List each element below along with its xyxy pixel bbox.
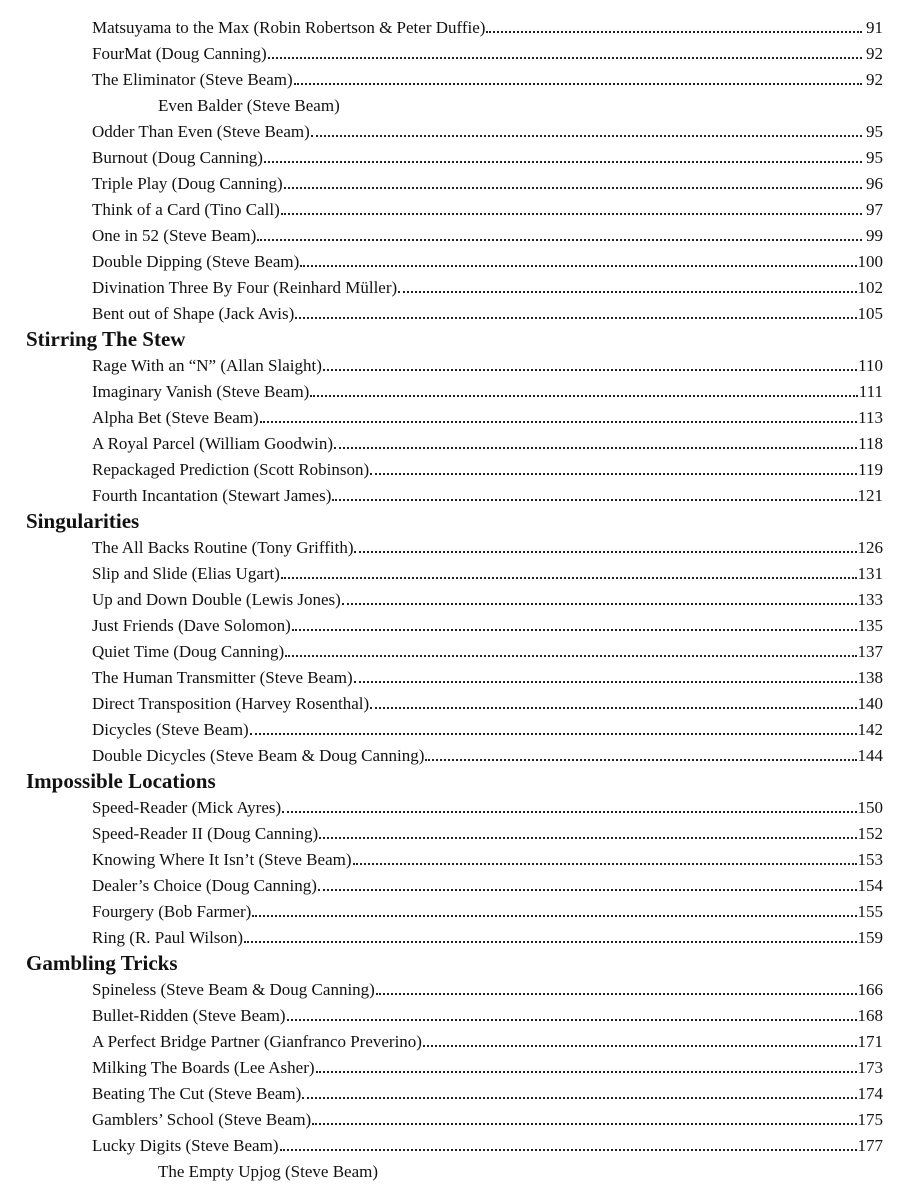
page-number: 100: [857, 252, 883, 271]
page-number: 92: [866, 70, 883, 89]
page-number: 119: [858, 460, 883, 479]
dot-leader: [310, 394, 857, 397]
page-number: 110: [858, 356, 883, 375]
dot-leader: [398, 290, 856, 293]
toc-entry: [0, 38, 903, 64]
page-number: 154: [857, 876, 883, 895]
dot-leader: [353, 862, 857, 865]
entry-title: Rage With an “N” (Allan Slaight): [92, 356, 322, 375]
dot-leader: [287, 1018, 857, 1021]
page-number: 95: [866, 122, 883, 141]
page-number: 150: [857, 798, 883, 817]
entry-title: Burnout (Doug Canning): [92, 148, 263, 167]
toc-entry: [0, 1026, 903, 1052]
entry-title: Matsuyama to the Max (Robin Robertson & Peter Duffie): [92, 18, 486, 37]
page-number: 91: [866, 18, 883, 37]
toc-entry: [0, 714, 903, 740]
entry-title: Quiet Time (Doug Canning): [92, 642, 285, 661]
dot-leader: [376, 992, 857, 995]
page-number: 142: [857, 720, 883, 739]
entry-title: Odder Than Even (Steve Beam): [92, 122, 310, 141]
toc-entry: [0, 64, 903, 90]
dot-leader: [370, 472, 857, 475]
entry-title: Repackaged Prediction (Scott Robinson): [92, 460, 370, 479]
section-heading: Gambling Tricks: [26, 951, 178, 975]
dot-leader: [332, 498, 856, 501]
section-heading: Stirring The Stew: [26, 327, 186, 351]
page-number: 105: [857, 304, 883, 323]
entry-title: Just Friends (Dave Solomon): [92, 616, 291, 635]
entry-title: Triple Play (Doug Canning): [92, 174, 283, 193]
page-number: 95: [866, 148, 883, 167]
page-number: 152: [857, 824, 883, 843]
toc-entry: [0, 558, 903, 584]
entry-title: Spineless (Steve Beam & Doug Canning): [92, 980, 375, 999]
toc-entry: [0, 168, 903, 194]
entry-title: Alpha Bet (Steve Beam): [92, 408, 259, 427]
page-number: 175: [857, 1110, 883, 1129]
page-number: 168: [857, 1006, 883, 1025]
entry-title: Ring (R. Paul Wilson): [92, 928, 244, 947]
page-number: 171: [857, 1032, 883, 1051]
dot-leader: [294, 82, 862, 85]
toc-subentry: The Empty Upjog (Steve Beam): [158, 1162, 379, 1181]
toc-entry: [0, 12, 903, 38]
entry-title: Beating The Cut (Steve Beam): [92, 1084, 302, 1103]
page-number: 131: [857, 564, 883, 583]
page-number: 135: [857, 616, 883, 635]
entry-title: The Eliminator (Steve Beam): [92, 70, 293, 89]
toc-entry: [0, 896, 903, 922]
toc-entry: [0, 974, 903, 1000]
page-number: 159: [857, 928, 883, 947]
page-number: 137: [857, 642, 883, 661]
toc-entry: [0, 116, 903, 142]
entry-title: Bent out of Shape (Jack Avis): [92, 304, 295, 323]
toc-entry: [0, 1052, 903, 1078]
entry-title: Lucky Digits (Steve Beam): [92, 1136, 279, 1155]
page-number: 113: [858, 408, 883, 427]
entry-title: A Perfect Bridge Partner (Gianfranco Preverino): [92, 1032, 422, 1051]
page-number: 92: [866, 44, 883, 63]
entry-title: The All Backs Routine (Tony Griffith): [92, 538, 354, 557]
page-number: 126: [857, 538, 883, 557]
entry-title: Up and Down Double (Lewis Jones): [92, 590, 341, 609]
toc-entry: [0, 220, 903, 246]
entry-title: A Royal Parcel (William Goodwin): [92, 434, 334, 453]
toc-entry: [0, 376, 903, 402]
page-number: 118: [858, 434, 883, 453]
toc-entry: [0, 142, 903, 168]
toc-entry: [0, 844, 903, 870]
toc-entry: [0, 194, 903, 220]
toc-entry: [0, 350, 903, 376]
dot-leader: [323, 368, 857, 371]
dot-leader: [423, 1044, 857, 1047]
page-number: 138: [857, 668, 883, 687]
dot-leader: [425, 758, 856, 761]
section-heading: Singularities: [26, 509, 140, 533]
dot-leader: [282, 810, 856, 813]
toc-entry: [0, 1078, 903, 1104]
entry-title: Dealer’s Choice (Doug Canning): [92, 876, 317, 895]
table-of-contents: [0, 12, 903, 1182]
entry-title: Divination Three By Four (Reinhard Müller): [92, 278, 398, 297]
entry-title: FourMat (Doug Canning): [92, 44, 267, 63]
dot-leader: [250, 732, 857, 735]
dot-leader: [300, 264, 856, 267]
toc-entry: [0, 688, 903, 714]
page-number: 153: [857, 850, 883, 869]
dot-leader: [284, 186, 862, 189]
dot-leader: [260, 420, 857, 423]
entry-title: Speed-Reader II (Doug Canning): [92, 824, 319, 843]
dot-leader: [316, 1070, 857, 1073]
entry-title: One in 52 (Steve Beam): [92, 226, 257, 245]
toc-entry: [0, 922, 903, 948]
toc-entry: [0, 532, 903, 558]
entry-title: Imaginary Vanish (Steve Beam): [92, 382, 310, 401]
entry-title: Gamblers’ School (Steve Beam): [92, 1110, 312, 1129]
toc-entry: [0, 246, 903, 272]
section-heading: Impossible Locations: [26, 769, 216, 793]
page-number: 99: [866, 226, 883, 245]
toc-entry: [0, 662, 903, 688]
toc-entry: [0, 298, 903, 324]
entry-title: Double Dipping (Steve Beam): [92, 252, 300, 271]
dot-leader: [311, 134, 862, 137]
dot-leader: [486, 30, 862, 33]
entry-title: Knowing Where It Isn’t (Steve Beam): [92, 850, 352, 869]
toc-entry: [0, 402, 903, 428]
toc-entry: [0, 584, 903, 610]
toc-entry: [0, 1104, 903, 1130]
dot-leader: [342, 602, 857, 605]
toc-entry: [0, 428, 903, 454]
dot-leader: [257, 238, 862, 241]
entry-title: Bullet-Ridden (Steve Beam): [92, 1006, 286, 1025]
page-number: 140: [857, 694, 883, 713]
page-number: 155: [857, 902, 883, 921]
toc-entry: [0, 1000, 903, 1026]
dot-leader: [354, 550, 856, 553]
page-number: 121: [857, 486, 883, 505]
entry-title: Double Dicycles (Steve Beam & Doug Canning): [92, 746, 425, 765]
page-number: 111: [858, 382, 883, 401]
entry-title: Fourth Incantation (Stewart James): [92, 486, 332, 505]
page-number: 144: [857, 746, 883, 765]
entry-title: Speed-Reader (Mick Ayres): [92, 798, 282, 817]
dot-leader: [354, 680, 857, 683]
page-number: 133: [857, 590, 883, 609]
toc-entry: [0, 636, 903, 662]
dot-leader: [292, 628, 857, 631]
entry-title: Slip and Slide (Elias Ugart): [92, 564, 280, 583]
dot-leader: [281, 212, 862, 215]
entry-title: Fourgery (Bob Farmer): [92, 902, 252, 921]
entry-title: Dicycles (Steve Beam): [92, 720, 249, 739]
toc-entry: [0, 1130, 903, 1156]
toc-entry: [0, 480, 903, 506]
toc-entry: [0, 870, 903, 896]
dot-leader: [370, 706, 856, 709]
toc-entry: [0, 272, 903, 298]
dot-leader: [312, 1122, 856, 1125]
dot-leader: [302, 1096, 856, 1099]
toc-entry: [0, 610, 903, 636]
page-number: 97: [866, 200, 883, 219]
dot-leader: [318, 888, 857, 891]
page-number: 177: [857, 1136, 883, 1155]
dot-leader: [319, 836, 856, 839]
dot-leader: [268, 56, 862, 59]
dot-leader: [264, 160, 862, 163]
dot-leader: [285, 654, 856, 657]
page-number: 96: [866, 174, 883, 193]
entry-title: Direct Transposition (Harvey Rosenthal): [92, 694, 370, 713]
toc-entry: [0, 454, 903, 480]
dot-leader: [295, 316, 856, 319]
toc-entry: [0, 792, 903, 818]
entry-title: Milking The Boards (Lee Asher): [92, 1058, 315, 1077]
toc-entry: [0, 818, 903, 844]
page-number: 166: [857, 980, 883, 999]
page-number: 174: [857, 1084, 883, 1103]
toc-entry: [0, 740, 903, 766]
page-number: 102: [857, 278, 883, 297]
dot-leader: [252, 914, 856, 917]
dot-leader: [280, 1148, 857, 1151]
dot-leader: [334, 446, 857, 449]
entry-title: The Human Transmitter (Steve Beam): [92, 668, 353, 687]
dot-leader: [281, 576, 857, 579]
entry-title: Think of a Card (Tino Call): [92, 200, 280, 219]
page-number: 173: [857, 1058, 883, 1077]
toc-subentry: Even Balder (Steve Beam): [158, 96, 340, 115]
dot-leader: [244, 940, 856, 943]
